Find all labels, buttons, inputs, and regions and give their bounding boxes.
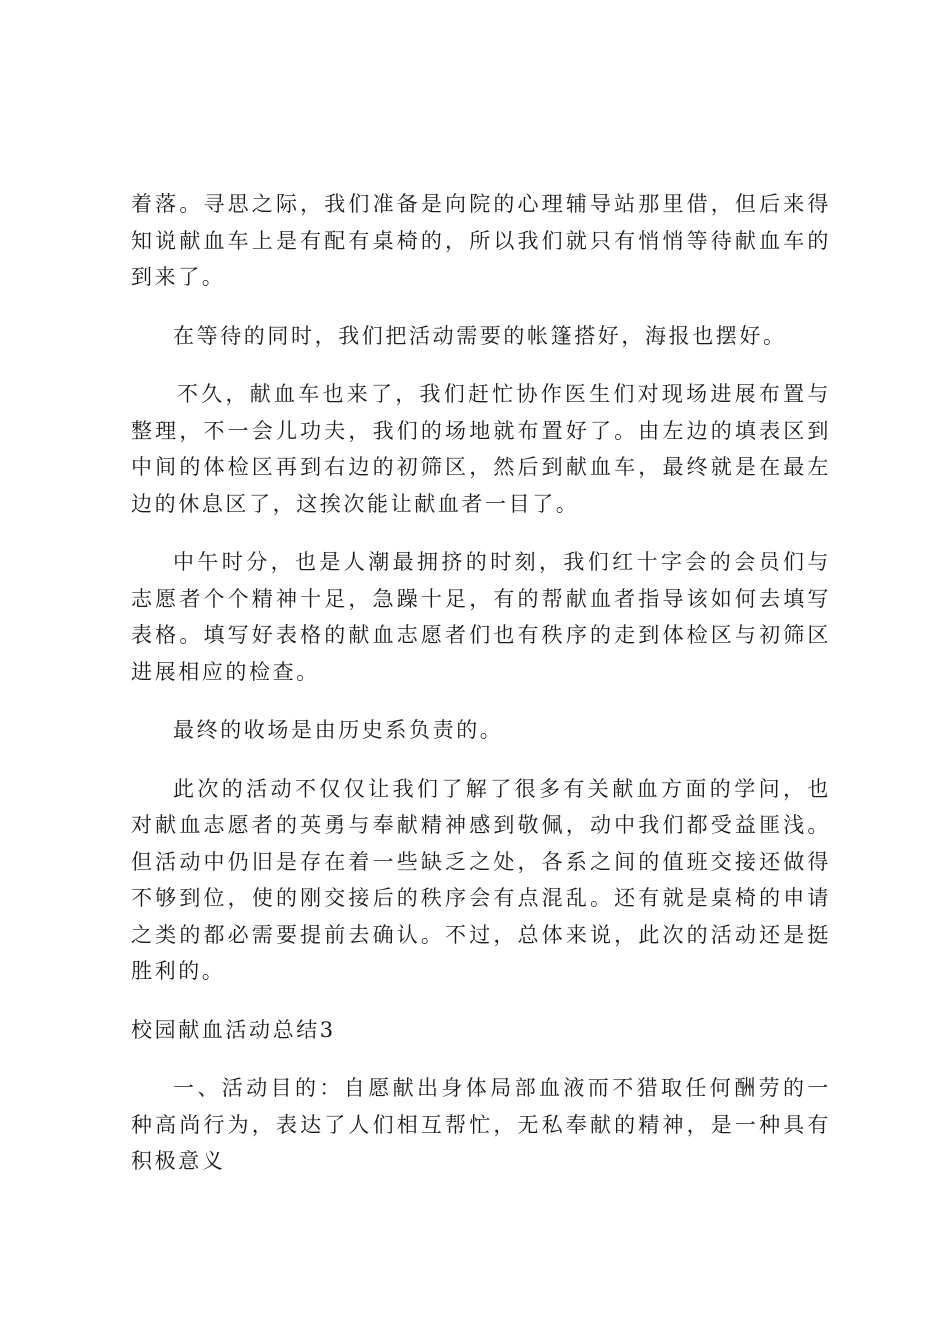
paragraph-activity-purpose: 一、活动目的：自愿献出身体局部血液而不猎取任何酬劳的一种高尚行为，表达了人们相互帮忙，无私奉献的精神，是一种具有积极意义 [131, 1076, 831, 1173]
paragraph-noon-crowd: 中午时分，也是人潮最拥挤的时刻，我们红十字会的会员们与志愿者个个精神十足，急躁十足，有的帮献血者指导该如何去填写表格。填写好表格的献血志愿者们也有秩序的走到体检区与初筛区进展相应的检查。 [131, 550, 831, 684]
document-body [131, 186, 831, 1202]
paragraph-summary: 此次的活动不仅仅让我们了解了很多有关献血方面的学问，也对献血志愿者的英勇与奉献精神感到敬佩，动中我们都受益匪浅。但活动中仍旧是存在着一些缺乏之处，各系之间的值班交接还做得不够到位，使的刚交接后的秩序会有点混乱。还有就是桌椅的申请之类的都必需要提前去确认。不过，总体来说，此次的活动还是挺胜利的。 [131, 776, 831, 983]
section-heading: 校园献血活动总结3 [131, 1017, 336, 1042]
paragraph-tent-setup: 在等待的同时，我们把活动需要的帐篷搭好，海报也摆好。 [173, 323, 787, 348]
paragraph-closing-duty: 最终的收场是由历史系负责的。 [173, 718, 504, 742]
paragraph-continuation: 着落。寻思之际，我们准备是向院的心理辅导站那里借，但后来得知说献血车上是有配有桌椅的，所以我们就只有悄悄等待献血车的到来了。 [131, 192, 831, 289]
paragraph-blood-truck-arrival: 不久，献血车也来了，我们赶忙协作医生们对现场进展布置与整理，不一会儿功夫，我们的场地就布置好了。由左边的填表区到中间的体检区再到右边的初筛区，然后到献血车，最终就是在最左边的休息区了，这挨次能让献血者一目了。 [131, 382, 831, 516]
